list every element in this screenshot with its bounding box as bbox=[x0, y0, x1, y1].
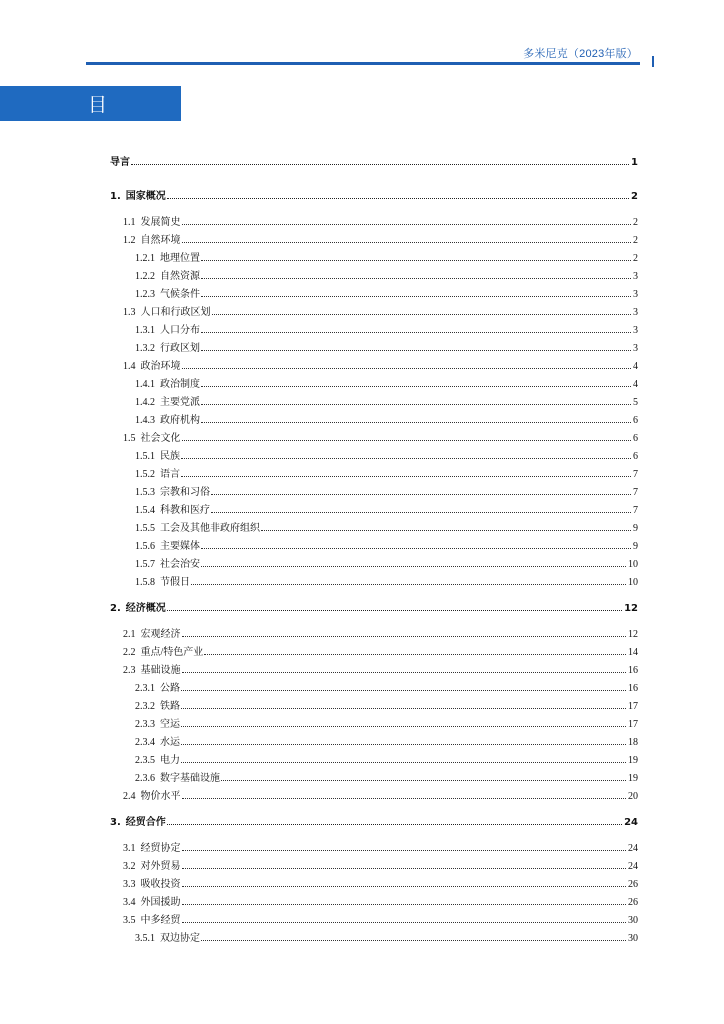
dot-leader bbox=[182, 671, 627, 673]
toc-entry-number: 3.4 bbox=[123, 897, 136, 908]
toc-entry-title: 外国援助 bbox=[140, 897, 181, 908]
toc-entry[interactable] bbox=[110, 628, 638, 642]
toc-entry-number: 1.5.1 bbox=[135, 451, 155, 462]
toc-entry-number: 2.3.3 bbox=[135, 719, 155, 730]
toc-entry-title: 水运 bbox=[160, 737, 180, 748]
toc-entry[interactable] bbox=[110, 682, 638, 696]
toc-entry-number: 3.3 bbox=[123, 879, 136, 890]
toc-entry-page: 24 bbox=[628, 861, 638, 872]
toc-entry-title: 铁路 bbox=[160, 701, 180, 712]
toc-entry[interactable] bbox=[110, 860, 638, 874]
toc-entry-title: 经贸合作 bbox=[125, 817, 166, 828]
toc-entry-label bbox=[135, 754, 180, 768]
toc-entry-label bbox=[135, 522, 260, 536]
toc-entry-label bbox=[123, 234, 181, 248]
toc-entry-title: 语言 bbox=[160, 469, 180, 480]
toc-entry[interactable] bbox=[110, 700, 638, 714]
dot-leader bbox=[201, 403, 631, 405]
toc-entry-number: 1.3.1 bbox=[135, 325, 155, 336]
toc-entry[interactable] bbox=[110, 342, 638, 356]
dot-leader bbox=[182, 241, 632, 243]
toc-entry-label bbox=[135, 252, 200, 266]
toc-entry-title: 气候条件 bbox=[160, 289, 200, 300]
toc-entry-label bbox=[110, 816, 166, 830]
toc-entry-title: 对外贸易 bbox=[140, 861, 181, 872]
toc-entry-title: 国家概况 bbox=[125, 191, 166, 202]
dot-leader bbox=[182, 367, 632, 369]
toc-entry-label bbox=[123, 842, 181, 856]
toc-entry[interactable] bbox=[110, 754, 638, 768]
toc-entry-label bbox=[135, 736, 180, 750]
toc-entry-title: 基础设施 bbox=[140, 665, 181, 676]
toc-entry-page: 24 bbox=[624, 817, 638, 828]
toc-entry-page: 16 bbox=[628, 665, 638, 676]
toc-entry-label bbox=[123, 646, 203, 660]
toc-entry-title: 自然资源 bbox=[160, 271, 200, 282]
toc-entry-number: 2. bbox=[110, 603, 121, 614]
toc-entry[interactable] bbox=[110, 664, 638, 678]
toc-entry-number: 1.4.2 bbox=[135, 397, 155, 408]
toc-entry[interactable] bbox=[110, 914, 638, 928]
toc-entry[interactable] bbox=[110, 360, 638, 374]
toc-entry[interactable] bbox=[110, 816, 638, 830]
toc-entry-title: 政府机构 bbox=[160, 415, 200, 426]
toc-entry[interactable] bbox=[110, 306, 638, 320]
dot-leader bbox=[181, 743, 626, 745]
toc-entry-title: 吸收投资 bbox=[140, 879, 181, 890]
toc-entry-number: 1.5.5 bbox=[135, 523, 155, 534]
toc-entry-page: 3 bbox=[633, 343, 638, 354]
toc-entry-page: 26 bbox=[628, 897, 638, 908]
toc-entry-page: 1 bbox=[631, 157, 638, 168]
toc-entry-number: 1.5.7 bbox=[135, 559, 155, 570]
dot-leader bbox=[181, 761, 626, 763]
toc-entry[interactable] bbox=[110, 216, 638, 230]
toc-entry-label bbox=[135, 700, 180, 714]
dot-leader bbox=[181, 457, 631, 459]
toc-entry-page: 10 bbox=[628, 577, 638, 588]
dot-leader bbox=[191, 583, 626, 585]
toc-entry-label bbox=[135, 540, 200, 554]
toc-entry-label bbox=[135, 558, 200, 572]
toc-entry[interactable] bbox=[110, 324, 638, 338]
toc-entry[interactable] bbox=[110, 270, 638, 284]
toc-entry-label bbox=[135, 288, 200, 302]
toc-entry-number: 1.2 bbox=[123, 235, 136, 246]
toc-banner bbox=[0, 86, 181, 143]
toc-heading: 目 录 bbox=[88, 94, 128, 143]
dot-leader bbox=[211, 493, 631, 495]
dot-leader bbox=[182, 903, 627, 905]
toc-entry-number: 3.5 bbox=[123, 915, 136, 926]
toc-entry[interactable] bbox=[110, 252, 638, 266]
toc-entry-title: 民族 bbox=[160, 451, 180, 462]
toc-entry[interactable] bbox=[110, 896, 638, 910]
toc-entry-title: 数字基础设施 bbox=[160, 773, 220, 784]
toc-entry[interactable] bbox=[110, 396, 638, 410]
toc-entry[interactable] bbox=[110, 540, 638, 554]
toc-entry[interactable] bbox=[110, 450, 638, 464]
dot-leader bbox=[182, 885, 627, 887]
toc-entry-page: 30 bbox=[628, 915, 638, 926]
dot-leader bbox=[182, 635, 627, 637]
toc-entry[interactable] bbox=[110, 522, 638, 536]
toc-entry-number: 2.3 bbox=[123, 665, 136, 676]
toc-entry-title: 经济概况 bbox=[125, 603, 166, 614]
toc-entry-title: 电力 bbox=[160, 755, 180, 766]
toc-entry-label bbox=[135, 414, 200, 428]
toc-entry-number: 3.2 bbox=[123, 861, 136, 872]
dot-leader bbox=[201, 385, 631, 387]
toc-entry-page: 2 bbox=[631, 191, 638, 202]
toc-entry-number: 1.5 bbox=[123, 433, 136, 444]
toc-entry-label bbox=[123, 216, 181, 230]
toc-entry-label bbox=[135, 324, 200, 338]
toc-entry-label bbox=[135, 468, 180, 482]
toc-entry-number: 1.2.2 bbox=[135, 271, 155, 282]
toc-entry-number: 2.3.4 bbox=[135, 737, 155, 748]
toc-entry-page: 17 bbox=[628, 701, 638, 712]
dot-leader bbox=[131, 163, 629, 165]
toc-entry-label bbox=[135, 396, 200, 410]
toc-entry-label bbox=[135, 932, 200, 946]
toc-entry-title: 节假日 bbox=[160, 577, 190, 588]
toc-entry-label bbox=[135, 718, 180, 732]
toc-entry-label bbox=[135, 576, 190, 590]
toc-entry-label bbox=[135, 270, 200, 284]
toc-entry-number: 2.3.6 bbox=[135, 773, 155, 784]
toc-entry-number: 3.5.1 bbox=[135, 933, 155, 944]
toc-entry-page: 12 bbox=[624, 603, 638, 614]
toc-entry-title: 中多经贸 bbox=[140, 915, 181, 926]
dot-leader bbox=[204, 653, 626, 655]
toc-entry-title: 宏观经济 bbox=[140, 629, 181, 640]
toc-entry-title: 地理位置 bbox=[160, 253, 200, 264]
toc-entry-label bbox=[135, 450, 180, 464]
toc-entry-number: 1.5.2 bbox=[135, 469, 155, 480]
toc-entry[interactable] bbox=[110, 772, 638, 786]
toc-entry-label bbox=[135, 342, 200, 356]
toc-entry-page: 6 bbox=[633, 433, 638, 444]
toc-entry-page: 2 bbox=[633, 253, 638, 264]
toc-entry-page: 4 bbox=[633, 379, 638, 390]
toc-entry-title: 重点/特色产业 bbox=[140, 647, 204, 658]
toc-entry-page: 3 bbox=[633, 271, 638, 282]
toc-entry-number: 2.4 bbox=[123, 791, 136, 802]
toc-entry-page: 3 bbox=[633, 289, 638, 300]
toc-entry[interactable] bbox=[110, 718, 638, 732]
toc-entry-label bbox=[123, 628, 181, 642]
dot-leader bbox=[182, 867, 627, 869]
toc-entry[interactable] bbox=[110, 878, 638, 892]
header-accent-mark bbox=[652, 56, 654, 67]
toc-entry-title: 工会及其他非政府组织 bbox=[160, 523, 260, 534]
dot-leader bbox=[181, 707, 626, 709]
toc-entry-number: 2.3.2 bbox=[135, 701, 155, 712]
toc-entry[interactable] bbox=[110, 790, 638, 804]
toc-entry-title: 科教和医疗 bbox=[160, 505, 210, 516]
toc-entry-title: 行政区划 bbox=[160, 343, 200, 354]
toc-entry-label bbox=[123, 896, 181, 910]
toc-entry-page: 16 bbox=[628, 683, 638, 694]
toc-entry[interactable] bbox=[110, 486, 638, 500]
toc-entry-number: 2.2 bbox=[123, 647, 136, 658]
toc-entry-page: 7 bbox=[633, 505, 638, 516]
toc-entry-title: 导言 bbox=[110, 157, 130, 168]
dot-leader bbox=[201, 331, 631, 333]
toc-entry-title: 主要媒体 bbox=[160, 541, 200, 552]
toc-entry-title: 人口和行政区划 bbox=[140, 307, 211, 318]
toc-entry-page: 3 bbox=[633, 325, 638, 336]
toc-entry-label bbox=[123, 432, 181, 446]
toc-entry[interactable] bbox=[110, 414, 638, 428]
toc-entry-number: 1.2.3 bbox=[135, 289, 155, 300]
dot-leader bbox=[167, 823, 622, 825]
toc-entry[interactable] bbox=[110, 288, 638, 302]
toc-entry-number: 3. bbox=[110, 817, 121, 828]
dot-leader bbox=[211, 511, 631, 513]
toc-entry-page: 10 bbox=[628, 559, 638, 570]
toc-entry-number: 1.4 bbox=[123, 361, 136, 372]
toc-entry-label bbox=[123, 860, 181, 874]
dot-leader bbox=[182, 921, 627, 923]
dot-leader bbox=[261, 529, 631, 531]
toc-entry-number: 1.2.1 bbox=[135, 253, 155, 264]
toc-entry-page: 7 bbox=[633, 487, 638, 498]
toc-entry[interactable] bbox=[110, 504, 638, 518]
dot-leader bbox=[167, 197, 629, 199]
toc-entry-label bbox=[110, 190, 166, 204]
toc-entry-page: 19 bbox=[628, 755, 638, 766]
toc-entry-number: 1.3.2 bbox=[135, 343, 155, 354]
toc-entry-page: 3 bbox=[633, 307, 638, 318]
toc-entry-number: 1.5.4 bbox=[135, 505, 155, 516]
toc-entry[interactable] bbox=[110, 190, 638, 204]
toc-entry-page: 2 bbox=[633, 235, 638, 246]
toc-entry-page: 7 bbox=[633, 469, 638, 480]
toc-entry-label bbox=[110, 602, 166, 616]
dot-leader bbox=[182, 223, 632, 225]
toc-entry-title: 双边协定 bbox=[160, 933, 200, 944]
toc-entry-title: 物价水平 bbox=[140, 791, 181, 802]
toc-entry-label bbox=[123, 306, 211, 320]
toc-entry-label bbox=[135, 682, 180, 696]
toc-entry[interactable] bbox=[110, 234, 638, 248]
toc-entry-number: 1.3 bbox=[123, 307, 136, 318]
toc-entry-title: 人口分布 bbox=[160, 325, 200, 336]
toc-entry-page: 9 bbox=[633, 541, 638, 552]
dot-leader bbox=[212, 313, 632, 315]
toc-entry-page: 19 bbox=[628, 773, 638, 784]
toc-entry-title: 社会文化 bbox=[140, 433, 181, 444]
toc-entry-page: 14 bbox=[628, 647, 638, 658]
dot-leader bbox=[181, 689, 626, 691]
toc-entry-title: 自然环境 bbox=[140, 235, 181, 246]
toc-entry-page: 9 bbox=[633, 523, 638, 534]
header-rule bbox=[86, 62, 640, 65]
toc-entry[interactable] bbox=[110, 558, 638, 572]
toc-entry-label bbox=[123, 360, 181, 374]
dot-leader bbox=[201, 547, 631, 549]
toc-entry-page: 24 bbox=[628, 843, 638, 854]
dot-leader bbox=[182, 439, 632, 441]
toc-entry-page: 30 bbox=[628, 933, 638, 944]
toc-entry-title: 发展简史 bbox=[140, 217, 181, 228]
toc-entry-number: 2.3.5 bbox=[135, 755, 155, 766]
toc-entry[interactable] bbox=[110, 156, 638, 170]
toc-entry-page: 17 bbox=[628, 719, 638, 730]
dot-leader bbox=[201, 565, 626, 567]
dot-leader bbox=[181, 475, 631, 477]
toc-entry-title: 空运 bbox=[160, 719, 180, 730]
toc-entry-title: 社会治安 bbox=[160, 559, 200, 570]
toc-entry-label bbox=[123, 664, 181, 678]
toc-entry-number: 2.3.1 bbox=[135, 683, 155, 694]
toc-entry-label bbox=[123, 790, 181, 804]
toc-entry-title: 政治制度 bbox=[160, 379, 200, 390]
toc-entry-number: 1. bbox=[110, 191, 121, 202]
toc-entry[interactable] bbox=[110, 576, 638, 590]
toc-entry-page: 5 bbox=[633, 397, 638, 408]
dot-leader bbox=[182, 849, 627, 851]
toc-entry-label bbox=[135, 504, 210, 518]
dot-leader bbox=[201, 349, 631, 351]
toc-entry[interactable] bbox=[110, 432, 638, 446]
toc-entry[interactable] bbox=[110, 932, 638, 946]
toc-entry-number: 1.4.3 bbox=[135, 415, 155, 426]
toc-entry-page: 26 bbox=[628, 879, 638, 890]
toc-entry-label bbox=[110, 156, 130, 170]
dot-leader bbox=[201, 277, 631, 279]
toc-entry-number: 1.4.1 bbox=[135, 379, 155, 390]
toc-entry-number: 2.1 bbox=[123, 629, 136, 640]
toc-entry-number: 1.1 bbox=[123, 217, 136, 228]
dot-leader bbox=[181, 725, 626, 727]
toc-entry-label bbox=[123, 878, 181, 892]
toc-entry-page: 2 bbox=[633, 217, 638, 228]
toc-entry-page: 20 bbox=[628, 791, 638, 802]
toc-entry-number: 1.5.6 bbox=[135, 541, 155, 552]
toc-entry[interactable] bbox=[110, 646, 638, 660]
toc-entry[interactable] bbox=[110, 842, 638, 856]
toc-entry-title: 政治环境 bbox=[140, 361, 181, 372]
toc-entry[interactable] bbox=[110, 378, 638, 392]
toc-entry[interactable] bbox=[110, 468, 638, 482]
dot-leader bbox=[182, 797, 627, 799]
dot-leader bbox=[201, 421, 631, 423]
toc-entry-title: 公路 bbox=[160, 683, 180, 694]
toc-entry-number: 3.1 bbox=[123, 843, 136, 854]
toc-entry-title: 宗教和习俗 bbox=[160, 487, 210, 498]
toc-entry-page: 18 bbox=[628, 737, 638, 748]
toc-entry-page: 6 bbox=[633, 415, 638, 426]
dot-leader bbox=[167, 609, 622, 611]
toc-entry-label bbox=[135, 486, 210, 500]
toc-entry-page: 12 bbox=[628, 629, 638, 640]
toc-entry[interactable] bbox=[110, 736, 638, 750]
toc-entry[interactable] bbox=[110, 602, 638, 616]
toc-entry-title: 经贸协定 bbox=[140, 843, 181, 854]
dot-leader bbox=[201, 939, 626, 941]
dot-leader bbox=[201, 295, 631, 297]
toc-entry-label bbox=[135, 772, 220, 786]
dot-leader bbox=[201, 259, 631, 261]
toc-entry-label bbox=[123, 914, 181, 928]
running-header-title: 多米尼克（2023年版） bbox=[523, 48, 638, 60]
toc-entry-page: 6 bbox=[633, 451, 638, 462]
toc-entry-title: 主要党派 bbox=[160, 397, 200, 408]
dot-leader bbox=[221, 779, 626, 781]
toc-entry-label bbox=[135, 378, 200, 392]
toc-entry-number: 1.5.8 bbox=[135, 577, 155, 588]
toc-entry-page: 4 bbox=[633, 361, 638, 372]
toc-entry-number: 1.5.3 bbox=[135, 487, 155, 498]
